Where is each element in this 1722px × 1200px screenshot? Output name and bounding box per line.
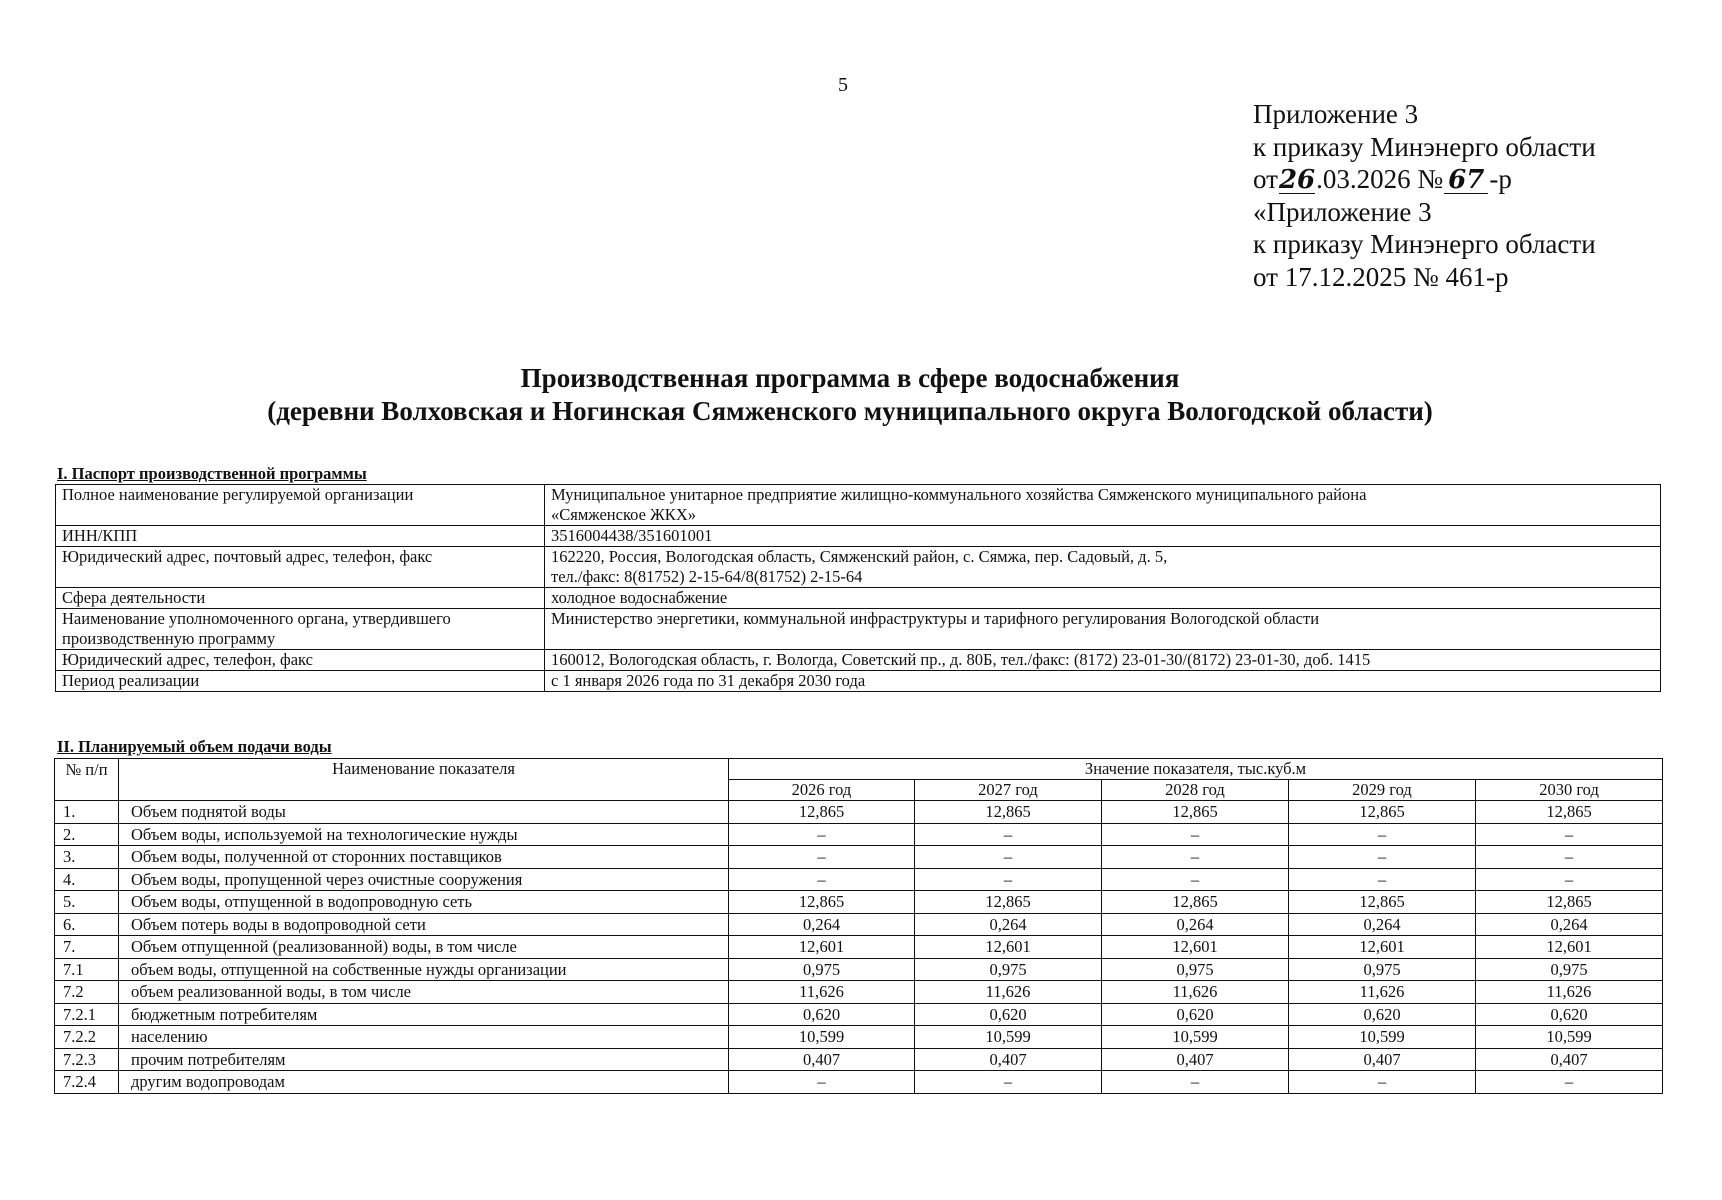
- row-indicator-name: Объем воды, полученной от сторонних поставщиков: [119, 846, 729, 869]
- passport-value-line: 3516004438/351601001: [551, 526, 713, 545]
- row-number: 7.2.4: [55, 1071, 119, 1094]
- row-value: 12,865: [1102, 801, 1289, 824]
- passport-row: [56, 588, 1661, 609]
- row-number: 6.: [55, 913, 119, 936]
- row-value: 10,599: [1476, 1026, 1663, 1049]
- column-header-number: № п/п: [55, 759, 119, 801]
- row-value: 0,975: [729, 958, 915, 981]
- appendix-line-1: Приложение 3: [1253, 99, 1419, 129]
- row-number: 2.: [55, 823, 119, 846]
- row-value: 12,601: [1476, 936, 1663, 959]
- appendix-date: .03.2026 №: [1316, 164, 1444, 194]
- row-value: 12,601: [915, 936, 1102, 959]
- appendix-line-4: «Приложение 3: [1253, 196, 1432, 227]
- row-value: 0,975: [1476, 958, 1663, 981]
- passport-value-line: Муниципальное унитарное предприятие жилищно-коммунального хозяйства Сямженского муниципального района: [551, 485, 1367, 504]
- row-value: –: [1102, 823, 1289, 846]
- row-number: 7.2: [55, 981, 119, 1004]
- row-value: 0,620: [915, 1003, 1102, 1026]
- row-value: –: [729, 846, 915, 869]
- passport-row: [56, 671, 1661, 692]
- table-row: [55, 981, 1663, 1004]
- passport-value-line: 160012, Вологодская область, г. Вологда, Советский пр., д. 80Б, тел./факс: (8172) 23-01-30/(8172) 23-01-30, доб. 1415: [551, 650, 1371, 669]
- table-row: [55, 801, 1663, 824]
- row-number: 3.: [55, 846, 119, 869]
- row-value: 0,264: [915, 913, 1102, 936]
- row-value: –: [1289, 846, 1476, 869]
- passport-label: Наименование уполномоченного органа, утвердившего производственную программу: [56, 609, 545, 650]
- table-row: [55, 936, 1663, 959]
- table-row: [55, 1071, 1663, 1094]
- row-value: 11,626: [1289, 981, 1476, 1004]
- table-row: [55, 891, 1663, 914]
- passport-value: [545, 526, 1661, 547]
- passport-value: [545, 588, 1661, 609]
- row-number: 1.: [55, 801, 119, 824]
- row-value: 0,975: [915, 958, 1102, 981]
- document-title: [0, 362, 1700, 428]
- passport-value-line: Министерство энергетики, коммунальной инфраструктуры и тарифного регулирования Вологодской области: [551, 609, 1320, 628]
- passport-label: Период реализации: [56, 671, 545, 692]
- row-value: 0,407: [1289, 1048, 1476, 1071]
- passport-label: Сфера деятельности: [56, 588, 545, 609]
- row-value: –: [729, 868, 915, 891]
- passport-value: [545, 485, 1661, 526]
- row-value: –: [729, 1071, 915, 1094]
- row-indicator-name: Объем потерь воды в водопроводной сети: [119, 913, 729, 936]
- row-value: 0,264: [1476, 913, 1663, 936]
- row-number: 7.2.3: [55, 1048, 119, 1071]
- row-value: 12,865: [1289, 801, 1476, 824]
- passport-label: ИНН/КПП: [56, 526, 545, 547]
- row-value: 0,975: [1102, 958, 1289, 981]
- row-value: 12,865: [1476, 891, 1663, 914]
- row-value: –: [1476, 1071, 1663, 1094]
- row-value: 0,264: [729, 913, 915, 936]
- row-value: 0,264: [1289, 913, 1476, 936]
- row-number: 5.: [55, 891, 119, 914]
- row-value: –: [1476, 868, 1663, 891]
- row-value: –: [1102, 868, 1289, 891]
- row-value: –: [915, 868, 1102, 891]
- row-value: –: [1476, 846, 1663, 869]
- passport-value-line: 162220, Россия, Вологодская область, Сямженский район, с. Сямжа, пер. Садовый, д. 5,: [551, 547, 1168, 566]
- appendix-suffix: -р: [1489, 164, 1512, 194]
- appendix-block: [1253, 98, 1596, 293]
- row-indicator-name: Объем воды, отпущенной в водопроводную сеть: [119, 891, 729, 914]
- column-header-name: Наименование показателя: [119, 759, 729, 801]
- passport-value-line: тел./факс: 8(81752) 2-15-64/8(81752) 2-15-64: [551, 567, 863, 586]
- passport-value: [545, 547, 1661, 588]
- row-value: 0,407: [1102, 1048, 1289, 1071]
- table-row: [55, 1026, 1663, 1049]
- row-value: 12,601: [1289, 936, 1476, 959]
- appendix-line-6: от 17.12.2025 № 461-р: [1253, 261, 1509, 292]
- row-value: 12,865: [1289, 891, 1476, 914]
- row-indicator-name: Объем поднятой воды: [119, 801, 729, 824]
- row-value: 12,865: [915, 801, 1102, 824]
- row-indicator-name: прочим потребителям: [119, 1048, 729, 1071]
- row-indicator-name: Объем отпущенной (реализованной) воды, в том числе: [119, 936, 729, 959]
- passport-value-line: холодное водоснабжение: [551, 588, 728, 607]
- passport-label: Полное наименование регулируемой организации: [56, 485, 545, 526]
- appendix-from: от: [1253, 164, 1278, 194]
- row-indicator-name: Объем воды, пропущенной через очистные сооружения: [119, 868, 729, 891]
- row-value: 0,620: [1476, 1003, 1663, 1026]
- row-indicator-name: другим водопроводам: [119, 1071, 729, 1094]
- passport-row: [56, 526, 1661, 547]
- passport-label: Юридический адрес, почтовый адрес, телефон, факс: [56, 547, 545, 588]
- row-value: 0,620: [729, 1003, 915, 1026]
- supply-heading: II. Планируемый объем подачи воды: [57, 737, 332, 756]
- row-value: 12,601: [1102, 936, 1289, 959]
- row-value: –: [1289, 868, 1476, 891]
- table-row: [55, 913, 1663, 936]
- row-value: 11,626: [729, 981, 915, 1004]
- title-line-1: Производственная программа в сфере водоснабжения: [520, 363, 1180, 393]
- row-value: 12,865: [1476, 801, 1663, 824]
- table-row: [55, 1003, 1663, 1026]
- appendix-line-2: к приказу Минэнерго области: [1253, 131, 1596, 162]
- row-indicator-name: населению: [119, 1026, 729, 1049]
- row-indicator-name: объем воды, отпущенной на собственные нужды организации: [119, 958, 729, 981]
- table-row: [55, 846, 1663, 869]
- row-value: 0,620: [1289, 1003, 1476, 1026]
- row-value: 0,975: [1289, 958, 1476, 981]
- table-row: [55, 958, 1663, 981]
- passport-row: [56, 485, 1661, 526]
- row-value: –: [1289, 1071, 1476, 1094]
- row-value: 0,620: [1102, 1003, 1289, 1026]
- row-value: 0,407: [1476, 1048, 1663, 1071]
- row-value: –: [1102, 846, 1289, 869]
- passport-label: Юридический адрес, телефон, факс: [56, 650, 545, 671]
- page-number: 5: [838, 74, 848, 96]
- passport-row: [56, 650, 1661, 671]
- appendix-line-5: к приказу Минэнерго области: [1253, 229, 1596, 259]
- row-value: 0,407: [729, 1048, 915, 1071]
- row-value: 10,599: [729, 1026, 915, 1049]
- row-number: 7.: [55, 936, 119, 959]
- row-number: 7.2.2: [55, 1026, 119, 1049]
- row-value: 11,626: [1476, 981, 1663, 1004]
- row-value: 11,626: [1102, 981, 1289, 1004]
- table-row: [55, 823, 1663, 846]
- passport-value: [545, 671, 1661, 692]
- row-value: 12,601: [729, 936, 915, 959]
- passport-value-line: с 1 января 2026 года по 31 декабря 2030 года: [551, 671, 866, 690]
- supply-table: [54, 758, 1663, 1094]
- row-value: 12,865: [729, 801, 915, 824]
- row-value: 12,865: [915, 891, 1102, 914]
- row-value: 12,865: [1102, 891, 1289, 914]
- handwritten-order-number: 67: [1444, 167, 1488, 194]
- row-value: –: [915, 1071, 1102, 1094]
- row-value: –: [1289, 823, 1476, 846]
- year-header: 2029 год: [1289, 780, 1476, 801]
- row-value: 12,865: [729, 891, 915, 914]
- passport-value-line: «Сямженское ЖКХ»: [551, 505, 696, 524]
- year-header: 2028 год: [1102, 780, 1289, 801]
- passport-heading: I. Паспорт производственной программы: [57, 464, 367, 483]
- row-value: –: [1476, 823, 1663, 846]
- row-value: 10,599: [1289, 1026, 1476, 1049]
- row-value: –: [729, 823, 915, 846]
- row-indicator-name: объем реализованной воды, в том числе: [119, 981, 729, 1004]
- column-header-values: Значение показателя, тыс.куб.м: [729, 759, 1663, 780]
- title-line-2: (деревни Волховская и Ногинская Сямженского муниципального округа Вологодской области): [267, 396, 1433, 426]
- row-value: 0,407: [915, 1048, 1102, 1071]
- table-row: [55, 868, 1663, 891]
- row-indicator-name: бюджетным потребителям: [119, 1003, 729, 1026]
- appendix-line-3: [1253, 163, 1596, 196]
- year-header: 2030 год: [1476, 780, 1663, 801]
- row-value: 0,264: [1102, 913, 1289, 936]
- row-number: 4.: [55, 868, 119, 891]
- passport-row: [56, 547, 1661, 588]
- passport-value: [545, 650, 1661, 671]
- row-number: 7.2.1: [55, 1003, 119, 1026]
- passport-table: [55, 484, 1661, 692]
- row-value: –: [915, 823, 1102, 846]
- handwritten-day: 26: [1278, 165, 1316, 195]
- table-row: [55, 1048, 1663, 1071]
- passport-row: [56, 609, 1661, 650]
- row-value: 10,599: [1102, 1026, 1289, 1049]
- row-value: 11,626: [915, 981, 1102, 1004]
- row-indicator-name: Объем воды, используемой на технологические нужды: [119, 823, 729, 846]
- row-value: –: [1102, 1071, 1289, 1094]
- year-header: 2027 год: [915, 780, 1102, 801]
- year-header: 2026 год: [729, 780, 915, 801]
- row-number: 7.1: [55, 958, 119, 981]
- passport-value: [545, 609, 1661, 650]
- row-value: 10,599: [915, 1026, 1102, 1049]
- row-value: –: [915, 846, 1102, 869]
